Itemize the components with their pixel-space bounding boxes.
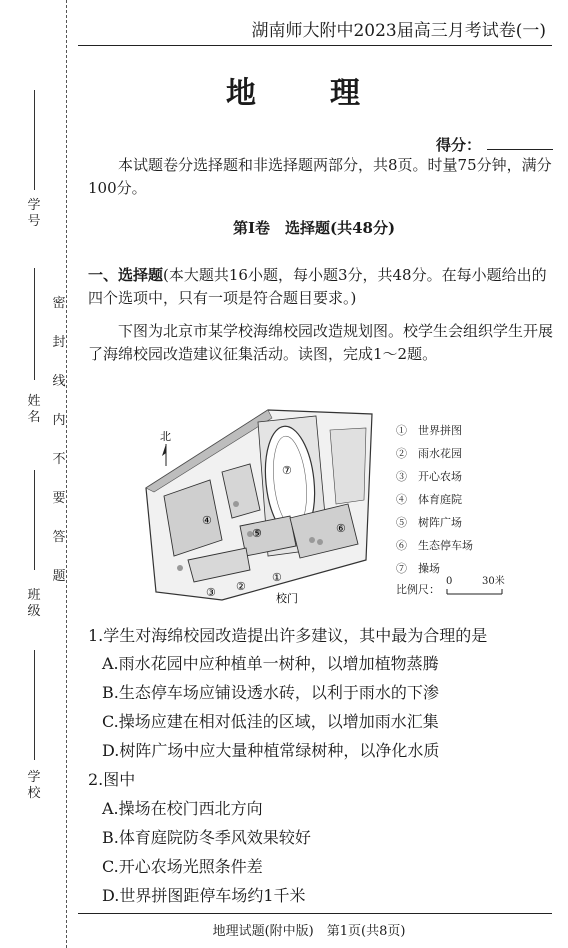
campus-map <box>140 400 390 614</box>
class-blank <box>34 470 35 570</box>
legend-item-4: ④ 体育庭院 <box>396 493 462 506</box>
passage-text: 下图为北京市某学校海绵校园改造规划图。校学生会组织学生开展了海绵校园改造建议征集活动。读图，完成1～2题。 <box>88 322 554 363</box>
legend-item-7: ⑦ 操场 <box>396 562 440 575</box>
scale-start: 0 <box>446 576 453 587</box>
question-2-option-b: B.体育庭院防冬季风效果较好 <box>102 828 311 847</box>
page-title: 地 理 <box>226 76 382 111</box>
scale-label: 比例尺： <box>396 583 440 596</box>
legend-item-6: ⑥ 生态停车场 <box>396 539 473 552</box>
question-2-option-c: C.开心农场光照条件差 <box>102 857 263 876</box>
name-blank <box>34 268 35 380</box>
legend-item-2: ② 雨水花园 <box>396 447 462 460</box>
class-label: 班级 <box>27 588 41 619</box>
legend-item-3: ③ 开心农场 <box>396 470 462 483</box>
student-id-label: 学号 <box>27 198 41 229</box>
legend-item-1: ① 世界拼图 <box>396 424 462 437</box>
part1-heading: 一、选择题 <box>88 266 164 284</box>
map-marker-3: ③ <box>206 586 216 599</box>
scale-bar <box>446 588 506 596</box>
question-2-option-d: D.世界拼图距停车场约1千米 <box>102 886 306 905</box>
north-label: 北 <box>160 430 171 443</box>
section-title: 第Ⅰ卷 选择题(共48分) <box>232 219 396 237</box>
question-2-option-a: A.操场在校门西北方向 <box>102 799 263 818</box>
part1-instruction <box>88 264 554 310</box>
question-1-option-b: B.生态停车场应铺设透水砖，以利于雨水的下渗 <box>102 683 439 702</box>
school-label: 学校 <box>27 770 41 801</box>
question-1-option-c: C.操场应建在相对低洼的区域，以增加雨水汇集 <box>102 712 439 731</box>
exam-header: 湖南师大附中2023届高三月考试卷(一) <box>251 21 546 41</box>
map-marker-7: ⑦ <box>282 464 292 477</box>
map-marker-4: ④ <box>202 514 212 527</box>
question-1-option-d: D.树阵广场中应大量种植常绿树种，以净化水质 <box>102 741 440 760</box>
legend-item-5: ⑤ 树阵广场 <box>396 516 462 529</box>
footer-rule <box>78 913 552 914</box>
school-blank <box>34 650 35 760</box>
map-marker-1: ① <box>272 571 282 584</box>
question-2-stem: 2.图中 <box>88 770 136 789</box>
name-label: 姓名 <box>27 394 41 425</box>
seal-line-warning: 密封线内不要答题 <box>52 296 66 584</box>
score-label: 得分： <box>436 136 482 154</box>
score-blank <box>487 149 553 150</box>
scale-end: 30米 <box>482 576 505 587</box>
header-rule <box>78 45 552 46</box>
intro-text: 本试题卷分选择题和非选择题两部分，共8页。时量75分钟，满分100分。 <box>88 156 552 197</box>
part1-note: (本大题共16小题，每小题3分，共48分。在每小题给出的四个选项中，只有一项是符合题目要求。) <box>88 266 547 307</box>
page-footer: 地理试题(附中版) 第1页(共8页) <box>212 924 406 939</box>
map-marker-6: ⑥ <box>336 522 346 535</box>
map-marker-2: ② <box>236 580 246 593</box>
map-marker-5: ⑤ <box>252 527 262 540</box>
question-1-stem: 1.学生对海绵校园改造提出许多建议，其中最为合理的是 <box>88 626 488 645</box>
gate-label: 校门 <box>276 592 298 605</box>
question-1-option-a: A.雨水花园中应种植单一树种，以增加植物蒸腾 <box>102 654 439 673</box>
